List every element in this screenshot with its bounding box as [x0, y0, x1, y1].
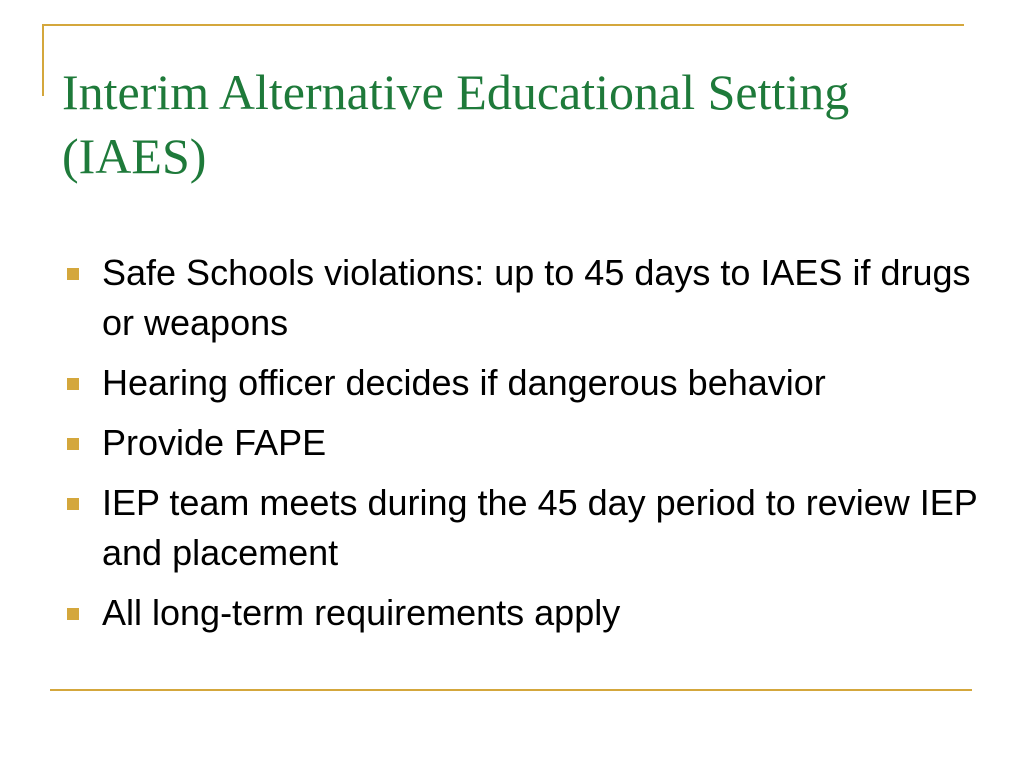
square-bullet-icon [67, 378, 79, 390]
frame-bottom-rule [50, 689, 972, 691]
bullet-list [62, 248, 982, 648]
bullet-item [62, 588, 982, 638]
bullet-text: Provide FAPE [102, 422, 327, 463]
square-bullet-icon [67, 268, 79, 280]
bullet-item [62, 358, 982, 408]
bullet-item [62, 248, 982, 348]
bullet-text: Safe Schools violations: up to 45 days to IAES if drugs or weapons [102, 252, 971, 343]
frame-top-rule [42, 24, 964, 26]
bullet-text: IEP team meets during the 45 day period to review IEP and placement [102, 482, 978, 573]
square-bullet-icon [67, 438, 79, 450]
bullet-text: All long-term requirements apply [102, 592, 621, 633]
bullet-text: Hearing officer decides if dangerous behavior [102, 362, 826, 403]
bullet-item [62, 478, 982, 578]
frame-left-rule [42, 24, 44, 96]
bullet-item [62, 418, 982, 468]
square-bullet-icon [67, 498, 79, 510]
square-bullet-icon [67, 608, 79, 620]
slide-title: Interim Alternative Educational Setting (IAES) [62, 64, 850, 184]
